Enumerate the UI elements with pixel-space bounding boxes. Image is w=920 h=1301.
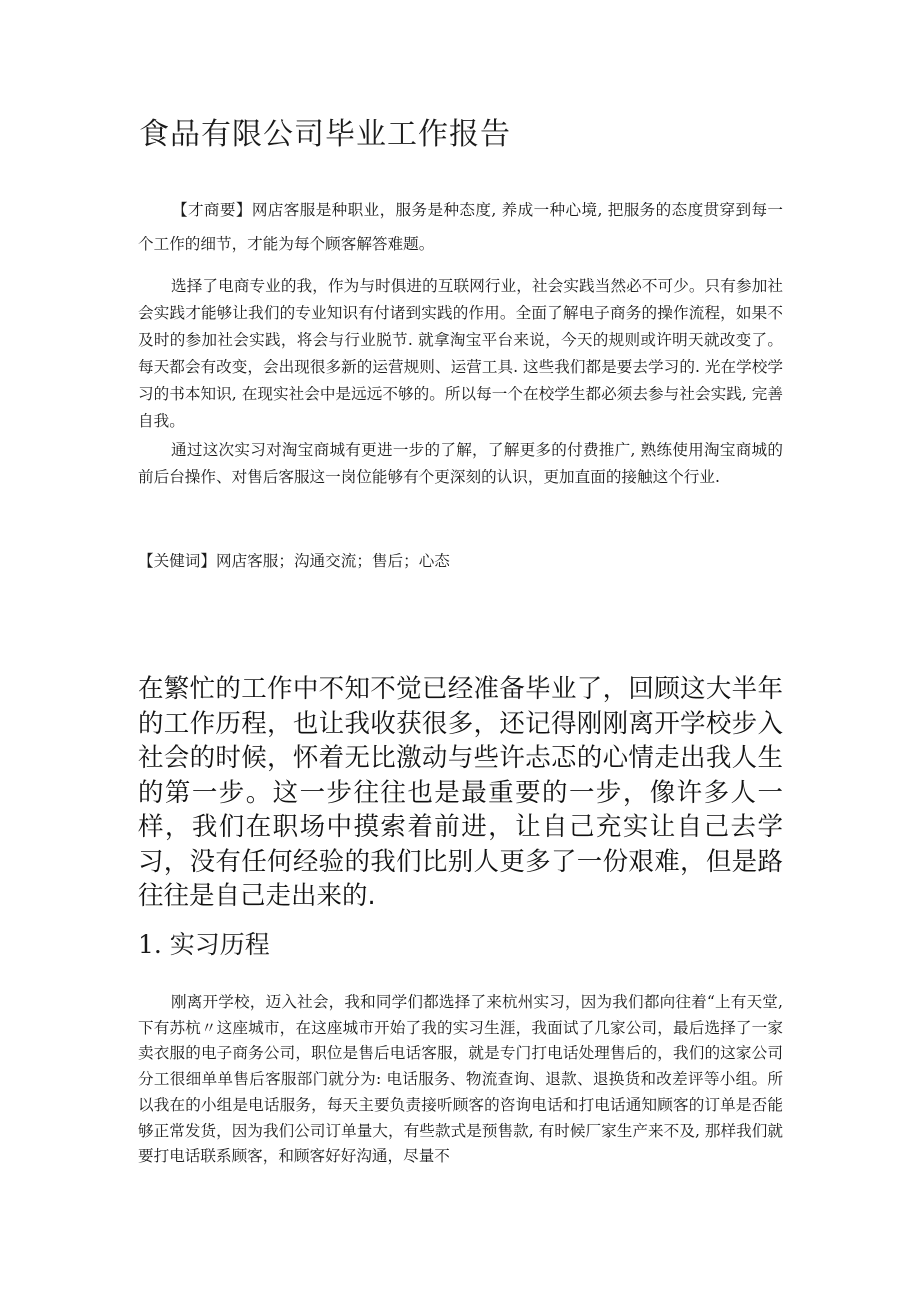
keywords-line: 【关健词】网店客服；沟通交流；售后；心态 xyxy=(138,552,450,570)
intro-paragraph: 在繁忙的工作中不知不觉已经准备毕业了，回顾这大半年的工作历程，也让我收获很多，还记得刚刚离开学校步入社会的时候，怀着无比激动与些许忐忑的心情走出我人生的第一步。这一步往往也是最重要的一步，像许多人一样，我们在职场中摸索着前进，让自己充实让自己去学习，没有任何经验的我们比别人更多了一份艰难，但是路往往是自己走出来的. xyxy=(138,674,783,911)
abstract-paragraph: 【才商要】网店客服是种职业，服务是种态度, 养成一种心境, 把服务的态度贯穿到每一个工作的细节，才能为每个顾客解答难题。 xyxy=(138,201,783,253)
body-paragraph-2: 通过这次实习对淘宝商城有更进一步的了解，了解更多的付费推广, 熟练使用淘宝商城的前后台操作、对售后客服这一岗位能够有个更深刻的认识，更加直面的接触这个行业. xyxy=(138,441,783,486)
document-title: 食品有限公司毕业工作报告 xyxy=(139,117,511,152)
section-heading-internship: 1. 实习历程 xyxy=(138,930,270,959)
body-paragraph-3: 刚离开学校，迈入社会，我和同学们都选择了来杭州实习，因为我们都向往着“上有天堂, 下有苏杭〃这座城市，在这座城市开始了我的实习生涯，我面试了几家公司，最后选择了一家卖衣服的电子商务公司，职位是售后电话客服，就是专门打电话处理售后的，我们的这家公司分工很细单单售后客服部门就分为: 电话服务、物流查询、退款、退换货和改差评等小组。所以我在的小组是电话服务，每天主要负责接听顾客的咨询电话和打电话通知顾客的订单是否能够正常发货，因为我们公司订单量大，有些款式是预售款, 有时候厂家生产来不及, 那样我们就要打电话联系顾客，和顾客好好沟通，尽量不 xyxy=(138,993,783,1166)
body-paragraph-1: 选择了电商专业的我，作为与时俱进的互联网行业，社会实践当然必不可少。只有参加社会实践才能够让我们的专业知识有付诸到实践的作用。全面了解电子商务的操作流程，如果不及时的参加社会实践，将会与行业脱节. 就拿淘宝平台来说，今天的规则或许明天就改变了。每天都会有改变，会出现很多新的运营规则、运营工具. 这些我们都是要去学习的. 光在学校学习的书本知识, 在现实社会中是远远不够的。所以每一个在校学生都必须去参与社会实践, 完善自我。 xyxy=(138,277,783,430)
